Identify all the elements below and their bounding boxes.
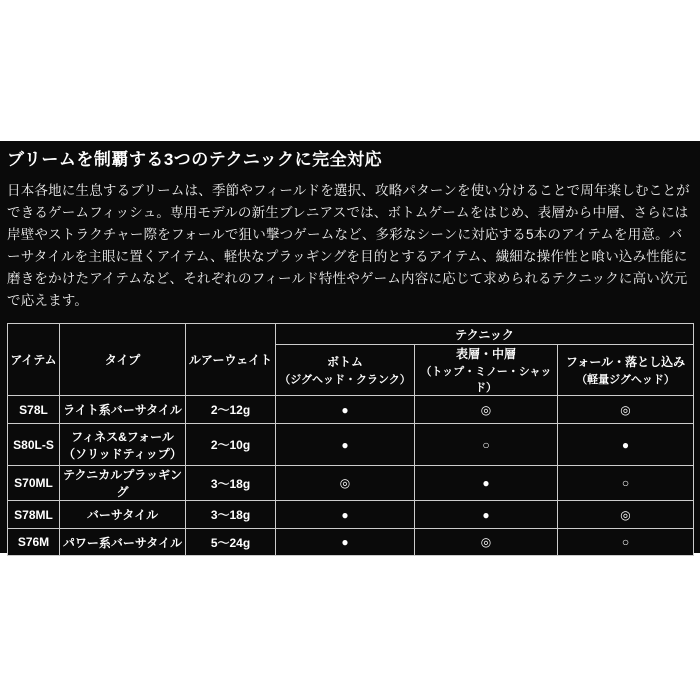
legend-item bbox=[620, 565, 643, 582]
type-line2: （ソリッドティップ） bbox=[63, 446, 182, 461]
header-technique-surface-line2: （トップ・ミノー・シャッド） bbox=[420, 366, 552, 394]
header-weight: ルアーウェイト bbox=[186, 324, 276, 396]
rating-fall-cell: ◎ bbox=[558, 501, 694, 529]
weight-cell: 5～24g bbox=[186, 529, 276, 556]
item-cell: S76M bbox=[8, 529, 60, 556]
header-technique-surface-line1: 表層・中層 bbox=[455, 347, 516, 361]
legend-label-good: 適 bbox=[630, 567, 643, 581]
rating-surface-cell: ◎ bbox=[415, 396, 558, 424]
header-technique-bottom bbox=[276, 345, 415, 396]
item-cell: S78L bbox=[8, 396, 60, 424]
header-technique-fall bbox=[558, 345, 694, 396]
table-row bbox=[8, 529, 694, 556]
rating-surface-cell: ◎ bbox=[415, 529, 558, 556]
legend-item bbox=[571, 565, 602, 582]
rating-surface-cell: ○ bbox=[415, 424, 558, 466]
rating-fall-cell: ◎ bbox=[558, 396, 694, 424]
header-technique-fall-line1: フォール・落とし込み bbox=[565, 355, 686, 369]
legend-item bbox=[660, 565, 691, 582]
rating-bottom-cell: ● bbox=[276, 529, 415, 556]
header-technique-surface bbox=[415, 345, 558, 396]
item-cell: S78ML bbox=[8, 501, 60, 529]
rating-bottom-cell: ● bbox=[276, 396, 415, 424]
rating-legend bbox=[7, 565, 693, 582]
weight-cell: 2～12g bbox=[186, 396, 276, 424]
weight-cell: 3～18g bbox=[186, 501, 276, 529]
legend-symbol-possible: ○ bbox=[659, 567, 667, 581]
rating-bottom-cell: ◎ bbox=[276, 466, 415, 501]
item-cell: S80L-S bbox=[8, 424, 60, 466]
weight-cell: 2～10g bbox=[186, 424, 276, 466]
rating-bottom-cell: ● bbox=[276, 501, 415, 529]
header-technique-fall-line2: （軽量ジグヘッド） bbox=[576, 374, 675, 386]
table-row bbox=[8, 466, 694, 501]
rating-fall-cell: ○ bbox=[558, 466, 694, 501]
header-type: タイプ bbox=[60, 324, 186, 396]
weight-cell: 3～18g bbox=[186, 466, 276, 501]
header-technique-group: テクニック bbox=[276, 324, 694, 345]
header-item: アイテム bbox=[8, 324, 60, 396]
rating-bottom-cell: ● bbox=[276, 424, 415, 466]
rating-fall-cell: ○ bbox=[558, 529, 694, 556]
section-heading: ブリームを制覇する3つのテクニックに完全対応 bbox=[7, 150, 383, 169]
description-paragraph: 日本各地に生息するブリームは、季節やフィールドを選択、攻略パターンを使い分けることで周年楽しむことができるゲームフィッシュ。専用モデルの新生ブレニアスでは、ボトムゲームをはじめ、表層から中層、さらには岸壁やストラクチャー際をフォールで狙い撃つゲームなど、多彩なシーンに対応する5本のアイテムを用意。バーサタイルを主眼に置くアイテム、軽快なプラッギングを目的とするアイテム、繊細な操作性と喰い込み性能に磨きをかけたアイテムなど、それぞれのフィールド特性やゲーム内容に応じて求められるテクニックに高い次元で応えます。 bbox=[7, 183, 690, 308]
type-cell: パワー系バーサタイル bbox=[60, 529, 186, 556]
legend-label-best: 最適 bbox=[578, 567, 603, 581]
header-technique-bottom-line2: （ジグヘッド・クランク） bbox=[279, 374, 411, 386]
legend-symbol-best: ● bbox=[571, 567, 579, 581]
spec-table bbox=[7, 323, 694, 556]
rating-fall-cell: ● bbox=[558, 424, 694, 466]
table-row bbox=[8, 424, 694, 466]
legend-symbol-good: ◎ bbox=[619, 567, 631, 581]
rating-surface-cell: ● bbox=[415, 501, 558, 529]
table-header-row-1 bbox=[8, 324, 694, 345]
rating-surface-cell: ● bbox=[415, 466, 558, 501]
item-cell: S70ML bbox=[8, 466, 60, 501]
type-cell: バーサタイル bbox=[60, 501, 186, 529]
type-line1: フィネス&フォール bbox=[71, 429, 174, 444]
product-info-panel bbox=[0, 141, 700, 581]
table-row bbox=[8, 501, 694, 529]
type-cell: テクニカルプラッギング bbox=[60, 466, 186, 501]
legend-label-possible: 可能 bbox=[666, 567, 691, 581]
header-technique-bottom-line1: ボトム bbox=[326, 355, 363, 369]
type-cell: ライト系バーサタイル bbox=[60, 396, 186, 424]
table-row bbox=[8, 396, 694, 424]
type-cell bbox=[60, 424, 186, 466]
